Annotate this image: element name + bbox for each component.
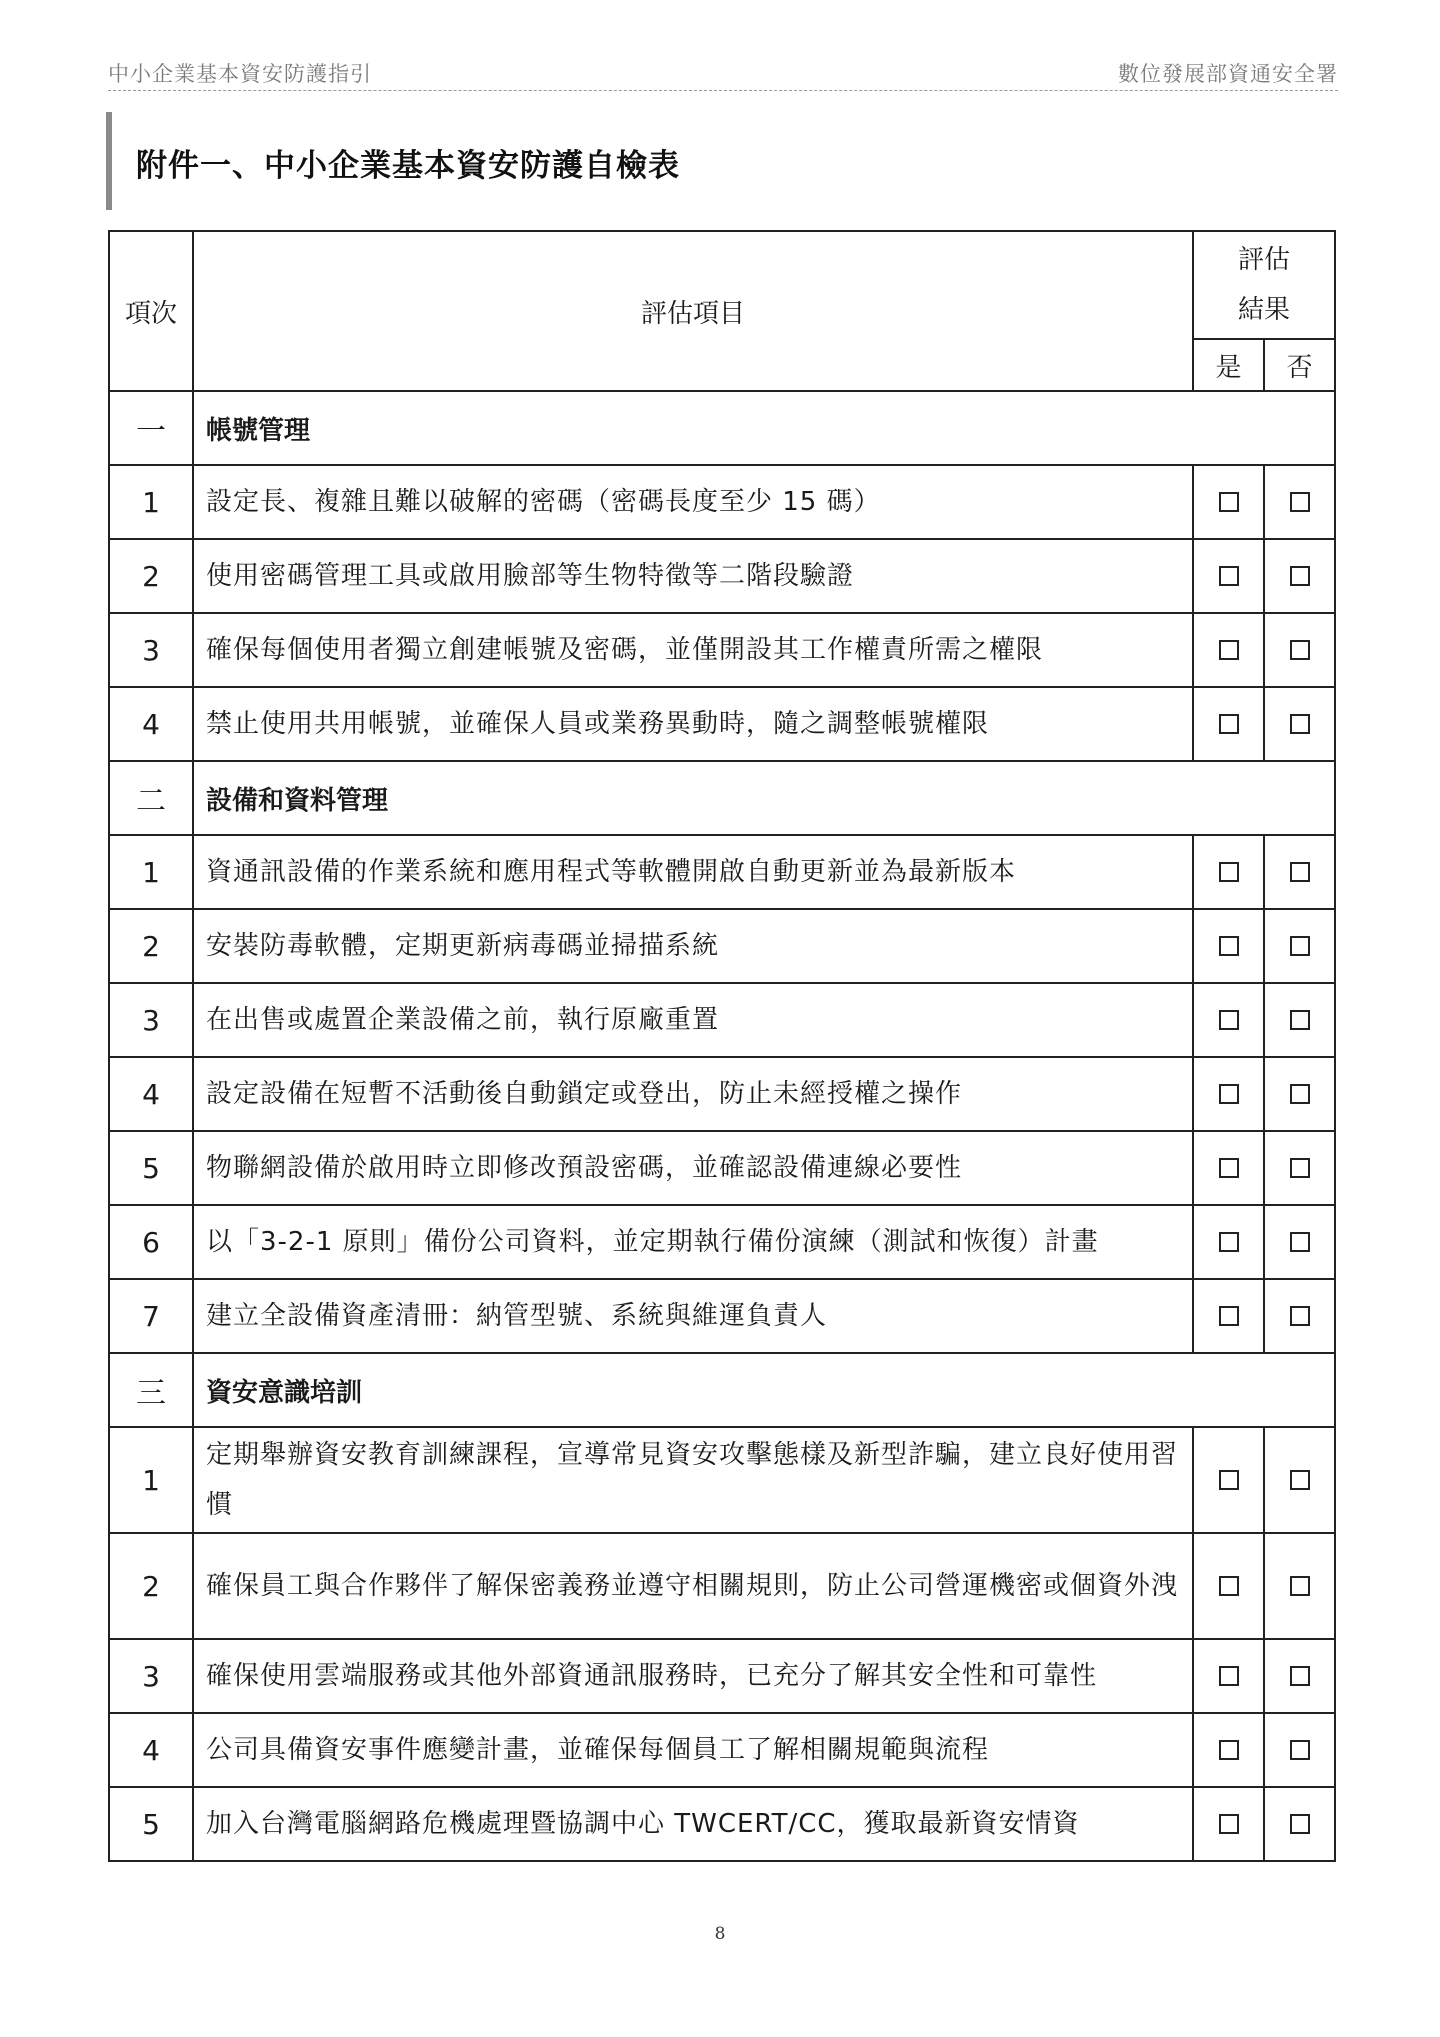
result-yes-cell <box>1193 613 1264 687</box>
item-text: 確保每個使用者獨立創建帳號及密碼，並僅開設其工作權責所需之權限 <box>193 613 1193 687</box>
result-yes-cell <box>1193 1279 1264 1353</box>
item-text: 確保使用雲端服務或其他外部資通訊服務時，已充分了解其安全性和可靠性 <box>193 1639 1193 1713</box>
item-number: 3 <box>109 1639 193 1713</box>
result-no-checkbox[interactable] <box>1290 1814 1310 1834</box>
result-yes-cell <box>1193 1205 1264 1279</box>
page-number: 8 <box>714 1924 726 1944</box>
result-no-cell <box>1264 687 1335 761</box>
item-number: 1 <box>109 1427 193 1533</box>
result-no-checkbox[interactable] <box>1290 1232 1310 1252</box>
page-title: 附件一、中小企業基本資安防護自檢表 <box>136 148 680 184</box>
result-no-cell <box>1264 1787 1335 1861</box>
header-document-title: 中小企業基本資安防護指引 <box>108 62 372 86</box>
section-title: 資安意識培訓 <box>193 1353 1335 1427</box>
item-text: 公司具備資安事件應變計畫，並確保每個員工了解相關規範與流程 <box>193 1713 1193 1787</box>
result-yes-checkbox[interactable] <box>1219 1306 1239 1326</box>
result-yes-checkbox[interactable] <box>1219 1158 1239 1178</box>
item-text: 使用密碼管理工具或啟用臉部等生物特徵等二階段驗證 <box>193 539 1193 613</box>
result-yes-cell <box>1193 909 1264 983</box>
result-yes-cell <box>1193 1533 1264 1639</box>
item-text: 以「3-2-1 原則」備份公司資料，並定期執行備份演練（測試和恢復）計畫 <box>193 1205 1193 1279</box>
column-header-item: 評估項目 <box>193 231 1193 391</box>
result-yes-cell <box>1193 983 1264 1057</box>
table-row <box>109 613 1335 687</box>
result-no-cell <box>1264 465 1335 539</box>
table-row <box>109 1787 1335 1861</box>
column-header-number: 項次 <box>109 231 193 391</box>
item-number: 2 <box>109 1533 193 1639</box>
item-number: 1 <box>109 835 193 909</box>
item-number: 3 <box>109 983 193 1057</box>
header-agency-name: 數位發展部資通安全署 <box>1118 62 1338 86</box>
title-accent-bar <box>106 112 112 210</box>
table-row <box>109 909 1335 983</box>
result-no-checkbox[interactable] <box>1290 640 1310 660</box>
result-yes-checkbox[interactable] <box>1219 862 1239 882</box>
result-yes-cell <box>1193 1427 1264 1533</box>
table-row <box>109 1205 1335 1279</box>
result-no-checkbox[interactable] <box>1290 1740 1310 1760</box>
item-text: 資通訊設備的作業系統和應用程式等軟體開啟自動更新並為最新版本 <box>193 835 1193 909</box>
result-no-cell <box>1264 539 1335 613</box>
table-row <box>109 1427 1335 1533</box>
result-no-cell <box>1264 1713 1335 1787</box>
section-row <box>109 761 1335 835</box>
result-yes-cell <box>1193 1713 1264 1787</box>
item-number: 4 <box>109 1713 193 1787</box>
result-no-cell <box>1264 613 1335 687</box>
result-yes-checkbox[interactable] <box>1219 1232 1239 1252</box>
result-yes-checkbox[interactable] <box>1219 1666 1239 1686</box>
result-no-checkbox[interactable] <box>1290 862 1310 882</box>
result-yes-checkbox[interactable] <box>1219 1084 1239 1104</box>
item-text: 加入台灣電腦網路危機處理暨協調中心 TWCERT/CC，獲取最新資安情資 <box>193 1787 1193 1861</box>
table-row <box>109 1279 1335 1353</box>
table-row <box>109 1639 1335 1713</box>
result-no-cell <box>1264 1427 1335 1533</box>
result-yes-cell <box>1193 539 1264 613</box>
table-row <box>109 983 1335 1057</box>
section-title: 帳號管理 <box>193 391 1335 465</box>
result-yes-cell <box>1193 1057 1264 1131</box>
column-header-result-line2: 結果 <box>1238 295 1291 325</box>
result-no-cell <box>1264 1057 1335 1131</box>
result-no-checkbox[interactable] <box>1290 1306 1310 1326</box>
item-number: 2 <box>109 539 193 613</box>
result-yes-cell <box>1193 1639 1264 1713</box>
item-number: 2 <box>109 909 193 983</box>
result-no-cell <box>1264 1639 1335 1713</box>
result-yes-cell <box>1193 687 1264 761</box>
result-no-checkbox[interactable] <box>1290 1158 1310 1178</box>
column-header-result-line1: 評估 <box>1238 245 1291 275</box>
result-yes-checkbox[interactable] <box>1219 936 1239 956</box>
result-no-cell <box>1264 1279 1335 1353</box>
item-text: 設定設備在短暫不活動後自動鎖定或登出，防止未經授權之操作 <box>193 1057 1193 1131</box>
result-yes-cell <box>1193 465 1264 539</box>
table-row <box>109 539 1335 613</box>
result-yes-cell <box>1193 1787 1264 1861</box>
column-header-yes: 是 <box>1193 339 1264 391</box>
table-row <box>109 687 1335 761</box>
result-no-cell <box>1264 1205 1335 1279</box>
item-number: 1 <box>109 465 193 539</box>
section-number: 一 <box>109 391 193 465</box>
result-yes-checkbox[interactable] <box>1219 1814 1239 1834</box>
table-row <box>109 1533 1335 1639</box>
table-row <box>109 1131 1335 1205</box>
item-number: 3 <box>109 613 193 687</box>
table-row <box>109 1713 1335 1787</box>
section-row <box>109 1353 1335 1427</box>
result-no-cell <box>1264 835 1335 909</box>
page-header <box>108 56 1338 91</box>
item-text: 物聯網設備於啟用時立即修改預設密碼，並確認設備連線必要性 <box>193 1131 1193 1205</box>
result-yes-checkbox[interactable] <box>1219 1576 1239 1596</box>
table-row <box>109 1057 1335 1131</box>
section-number: 二 <box>109 761 193 835</box>
item-number: 6 <box>109 1205 193 1279</box>
table-row <box>109 465 1335 539</box>
result-no-cell <box>1264 1533 1335 1639</box>
result-yes-checkbox[interactable] <box>1219 566 1239 586</box>
item-text: 在出售或處置企業設備之前，執行原廠重置 <box>193 983 1193 1057</box>
table-row <box>109 835 1335 909</box>
self-check-table <box>108 230 1336 1862</box>
result-no-checkbox[interactable] <box>1290 492 1310 512</box>
title-block <box>106 112 1006 210</box>
result-no-checkbox[interactable] <box>1290 1084 1310 1104</box>
section-row <box>109 391 1335 465</box>
result-no-checkbox[interactable] <box>1290 714 1310 734</box>
result-no-checkbox[interactable] <box>1290 936 1310 956</box>
column-header-result <box>1193 231 1335 339</box>
result-yes-checkbox[interactable] <box>1219 640 1239 660</box>
item-number: 5 <box>109 1131 193 1205</box>
item-number: 4 <box>109 687 193 761</box>
item-text: 定期舉辦資安教育訓練課程，宣導常見資安攻擊態樣及新型詐騙，建立良好使用習慣 <box>193 1427 1193 1533</box>
result-yes-cell <box>1193 1131 1264 1205</box>
result-no-cell <box>1264 983 1335 1057</box>
section-title: 設備和資料管理 <box>193 761 1335 835</box>
result-yes-checkbox[interactable] <box>1219 1010 1239 1030</box>
result-yes-checkbox[interactable] <box>1219 714 1239 734</box>
item-text: 確保員工與合作夥伴了解保密義務並遵守相關規則，防止公司營運機密或個資外洩 <box>193 1533 1193 1639</box>
result-no-checkbox[interactable] <box>1290 566 1310 586</box>
result-yes-cell <box>1193 835 1264 909</box>
result-no-checkbox[interactable] <box>1290 1010 1310 1030</box>
item-text: 建立全設備資產清冊：納管型號、系統與維運負責人 <box>193 1279 1193 1353</box>
result-yes-checkbox[interactable] <box>1219 492 1239 512</box>
result-no-cell <box>1264 909 1335 983</box>
result-no-cell <box>1264 1131 1335 1205</box>
item-number: 5 <box>109 1787 193 1861</box>
result-no-checkbox[interactable] <box>1290 1576 1310 1596</box>
item-text: 設定長、複雜且難以破解的密碼（密碼長度至少 15 碼） <box>193 465 1193 539</box>
result-no-checkbox[interactable] <box>1290 1666 1310 1686</box>
result-no-checkbox[interactable] <box>1290 1470 1310 1490</box>
section-number: 三 <box>109 1353 193 1427</box>
item-text: 安裝防毒軟體，定期更新病毒碼並掃描系統 <box>193 909 1193 983</box>
item-number: 4 <box>109 1057 193 1131</box>
result-yes-checkbox[interactable] <box>1219 1470 1239 1490</box>
item-number: 7 <box>109 1279 193 1353</box>
item-text: 禁止使用共用帳號，並確保人員或業務異動時，隨之調整帳號權限 <box>193 687 1193 761</box>
result-yes-checkbox[interactable] <box>1219 1740 1239 1760</box>
column-header-no: 否 <box>1264 339 1335 391</box>
